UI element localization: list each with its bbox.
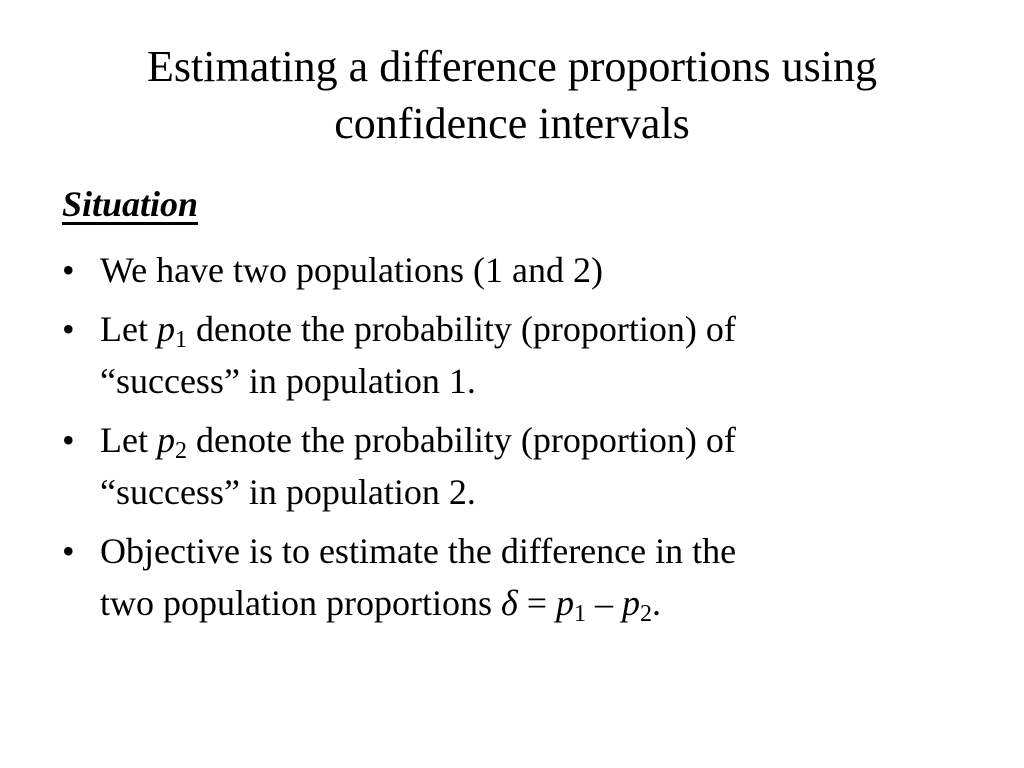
section-heading: Situation xyxy=(62,184,199,224)
bullet-line xyxy=(100,577,960,629)
variable-delta: δ xyxy=(500,583,518,623)
minus-sign: – xyxy=(586,583,623,623)
bullet-line xyxy=(100,414,960,466)
variable-p: p xyxy=(156,420,175,460)
title-line-2: confidence intervals xyxy=(334,99,690,148)
subscript: 2 xyxy=(640,601,653,627)
title-line-1: Estimating a difference proportions using xyxy=(147,42,877,91)
bullet-line xyxy=(100,303,960,355)
bullet-text: Let xyxy=(100,309,157,349)
bullet-text: denote the probability (proportion) of xyxy=(186,309,736,349)
bullet-text: denote the probability (proportion) of xyxy=(186,420,736,460)
subscript: 2 xyxy=(174,438,187,464)
bullet-glyph: • xyxy=(62,531,75,571)
bullet-text: Let xyxy=(100,420,157,460)
period: . xyxy=(652,583,662,623)
slide-title xyxy=(60,38,964,152)
variable-p: p xyxy=(156,309,175,349)
variable-p: p xyxy=(556,583,575,623)
bullet-text: We have two populations (1 and 2) xyxy=(100,250,603,290)
bullet-glyph: • xyxy=(62,420,75,460)
bullet-glyph: • xyxy=(62,309,75,349)
bullet-line: “success” in population 2. xyxy=(100,472,476,512)
bullet-glyph: • xyxy=(62,250,75,290)
subscript: 1 xyxy=(574,601,587,627)
bullet-line: Objective is to estimate the difference in the xyxy=(100,531,737,571)
bullet-line: “success” in population 1. xyxy=(100,361,476,401)
variable-p: p xyxy=(622,583,641,623)
bullet-text: two population proportions xyxy=(100,583,501,623)
equals-sign: = xyxy=(517,583,557,623)
subscript: 1 xyxy=(174,327,187,353)
